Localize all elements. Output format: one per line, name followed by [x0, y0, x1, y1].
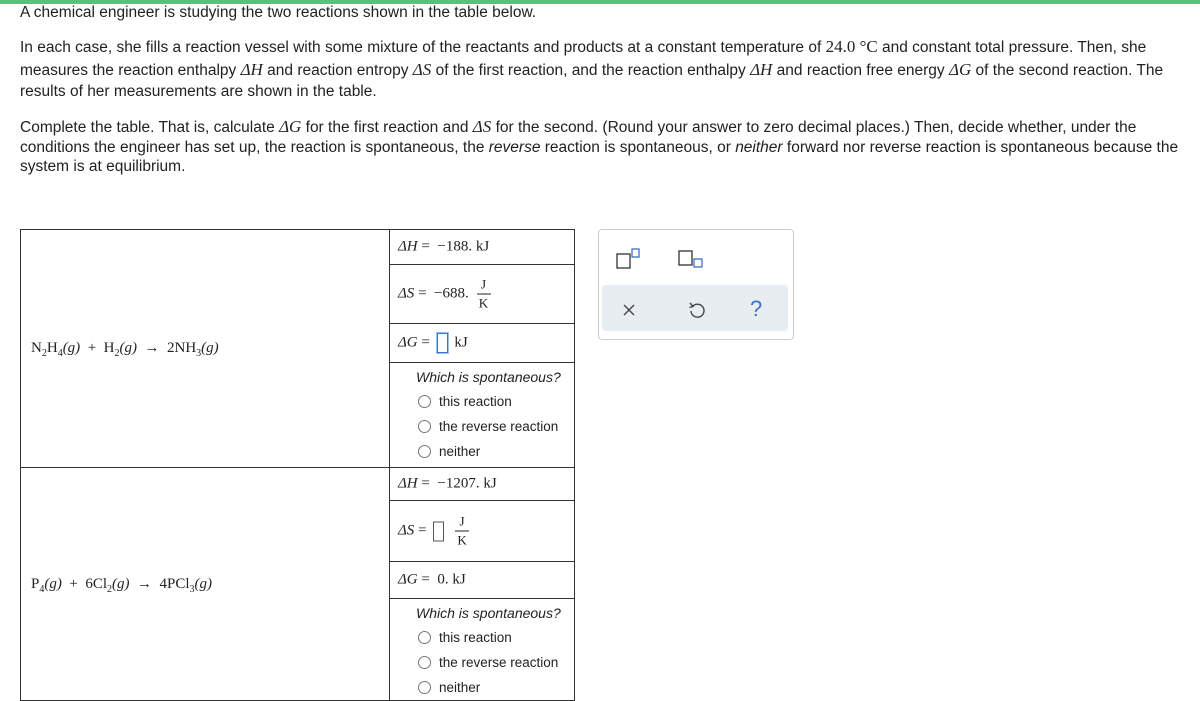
- close-icon[interactable]: [621, 302, 637, 318]
- undo-icon[interactable]: [687, 300, 707, 320]
- reaction-arrow-icon: →: [144, 340, 160, 356]
- reaction1-dS-cell: ΔS = −688. $\frac{J}{K}$: [390, 265, 575, 324]
- reaction1-equation: $N_2H_4(g) + H_2(g) \to 2NH_3(g)$: [21, 230, 390, 468]
- intro-line: A chemical engineer is studying the two reactions shown in the table below.: [20, 4, 537, 21]
- reaction2-dS-input[interactable]: [433, 521, 444, 541]
- math-toolbox: [598, 229, 794, 340]
- reaction1-spontaneous-cell: [390, 363, 575, 468]
- reaction2-dS-cell: ΔS = $\frac{J}{K}$: [390, 501, 575, 562]
- reaction2-option-reverse[interactable]: the reverse reaction: [390, 650, 574, 675]
- radio-button[interactable]: [418, 395, 431, 408]
- reaction-table: [20, 229, 575, 701]
- reaction2-dH-cell: ΔH = −1207. kJ: [390, 468, 575, 501]
- reaction1-option-neither[interactable]: neither: [390, 439, 574, 464]
- reaction-arrow-icon: →: [137, 575, 152, 592]
- reaction2-option-neither[interactable]: neither: [390, 675, 574, 700]
- reaction1-option-reverse[interactable]: the reverse reaction: [390, 414, 574, 439]
- superscript-box-icon[interactable]: [615, 246, 641, 272]
- subscript-box-icon[interactable]: [677, 246, 707, 272]
- reaction1-dG-input[interactable]: [437, 333, 448, 353]
- reaction1-dH-cell: ΔH = −188. kJ: [390, 230, 575, 265]
- intro-paragraph: In each case, she fills a reaction vessel with some mixture of the reactants and products at a constant temperature of 24.0 °C and constant total pressure. Then, she measures the reaction enthalpy ΔH and reaction entropy ΔS of the first reaction, and the reaction enthalpy ΔH and reaction free energy ΔG of the second reaction. The results of her measurements are shown in the table.: [20, 37, 1164, 100]
- unit-fraction: $\frac{J}{K}$: [455, 515, 469, 548]
- radio-button[interactable]: [418, 681, 431, 694]
- reaction2-spontaneous-cell: [390, 599, 575, 701]
- help-icon[interactable]: ?: [750, 296, 763, 321]
- radio-button[interactable]: [418, 445, 431, 458]
- unit-fraction: $\frac{J}{K}$: [477, 278, 491, 311]
- reaction1-option-this[interactable]: this reaction: [390, 389, 574, 414]
- reaction2-equation: $P_4(g) + 6Cl_2(g) \to 4PCl_3(g)$: [21, 468, 390, 701]
- reaction2-dG-cell: ΔG = 0. kJ: [390, 562, 575, 599]
- radio-button[interactable]: [418, 631, 431, 644]
- reaction1-dG-cell: ΔG = kJ: [390, 324, 575, 363]
- reaction2-question: Which is spontaneous?: [416, 605, 561, 621]
- radio-button[interactable]: [418, 656, 431, 669]
- reaction2-option-this[interactable]: this reaction: [390, 625, 574, 650]
- reaction1-question: Which is spontaneous?: [416, 369, 561, 385]
- instructions-paragraph: Complete the table. That is, calculate ΔG for the first reaction and ΔS for the second. (Round your answer to zero decimal places.) Then, decide whether, under the conditions the engineer has set up, the reaction is spontaneous, the reverse reaction is spontaneous, or neither forward nor reverse reaction is spontaneous because the system is at equilibrium.: [20, 117, 1179, 175]
- radio-button[interactable]: [418, 420, 431, 433]
